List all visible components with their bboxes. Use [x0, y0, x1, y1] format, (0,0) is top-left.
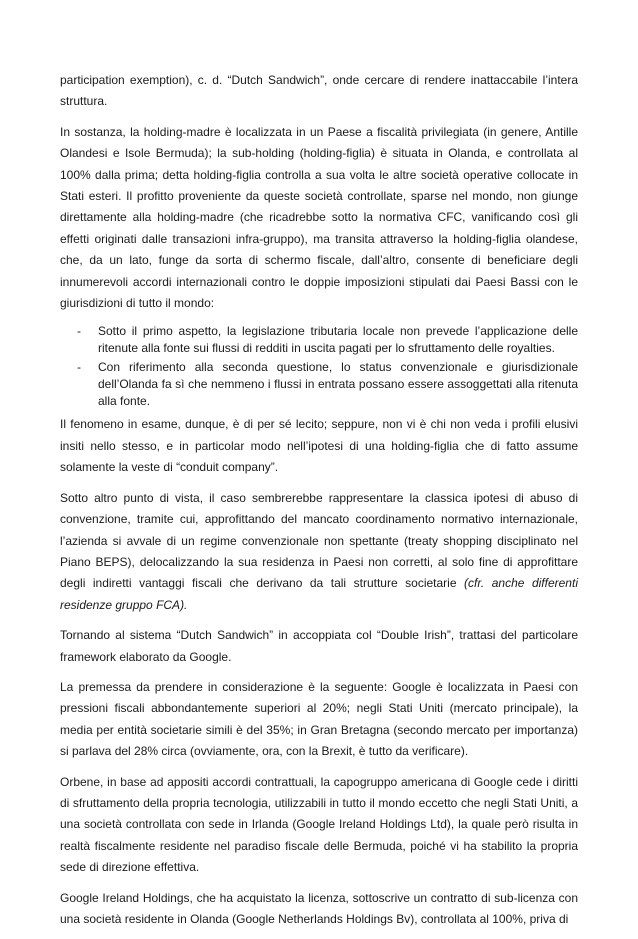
paragraph-3: Il fenomeno in esame, dunque, è di per sé lecito; seppure, non vi è chi non veda i profili elusivi insiti nello stesso, e in particolar modo nell’ipotesi di una holding-figlia che di fatto assume solamente la veste di “conduit company”. — [60, 417, 578, 475]
paragraph-4 — [60, 488, 578, 616]
bullet-dash: - — [77, 360, 81, 375]
bullet-list — [60, 323, 578, 410]
paragraph-5: Tornando al sistema “Dutch Sandwich” in accoppiata col “Double Irish”, trattasi del particolare framework elaborato da Google. — [60, 628, 578, 664]
paragraph-2: In sostanza, la holding-madre è localizzata in un Paese a fiscalità privilegiata (in genere, Antille Olandesi e Isole Bermuda); la sub-holding (holding-figlia) è situata in Olanda, e controllata al 100% dalla prima; detta holding-figlia controlla a sua volta le altre società operative collocate in Stati esteri. Il profitto proveniente da queste società controllate, sparse nel mondo, non giunge direttamente alla holding-madre (che ricadrebbe sotto la normativa CFC, vanificando così gli effetti originati dalle transazioni infra-gruppo), ma transita attraverso la holding-figlia olandese, che, da un lato, funge da sorta di schermo fiscale, dall’altro, consente di beneficiare degli innumerevoli accordi internazionali contro le doppie imposizioni stipulati dai Paesi Bassi con le giurisdizioni di tutto il mondo: — [60, 124, 578, 311]
paragraph-8: Google Ireland Holdings, che ha acquistato la licenza, sottoscrive un contratto di sub-licenza con una società residente in Olanda (Google Netherlands Holdings Bv), controllata al 100%, priva di — [60, 890, 578, 926]
paragraph-4-italic-note: (cfr. anche differenti residenze gruppo FCA). — [60, 576, 578, 612]
list-item-text: Sotto il primo aspetto, la legislazione tributaria locale non prevede l’applicazione delle ritenute alla fonte sui flussi di redditi in uscita pagati per lo sfruttamento delle royalties. — [98, 324, 578, 356]
paragraph-1: participation exemption), c. d. “Dutch Sandwich”, onde cercare di rendere inattaccabile l’intera struttura. — [60, 73, 578, 109]
list-item — [60, 323, 578, 357]
list-item-text: Con riferimento alla seconda questione, lo status convenzionale e giurisdizionale dell’Olanda fa sì che nemmeno i flussi in entrata possano essere assoggettati alla ritenuta alla fonte. — [98, 360, 578, 409]
list-item — [60, 359, 578, 410]
paragraph-6: La premessa da prendere in considerazione è la seguente: Google è localizzata in Paesi con pressioni fiscali abbondantemente superiori al 20%; negli Stati Uniti (mercato principale), la media per entità societarie simili è del 35%; in Gran Bretagna (secondo mercato per importanza) si parlava del 28% circa (ovviamente, ora, con la Brexit, è tutto da verificare). — [60, 679, 578, 759]
paragraph-7: Orbene, in base ad appositi accordi contrattuali, la capogruppo americana di Google cede i diritti di sfruttamento della propria tecnologia, utilizzabili in tutto il mondo eccetto che negli Stati Uniti, a una società controllata con sede in Irlanda (Google Ireland Holdings Ltd), la quale però risulta in realtà fiscalmente residente nel paradiso fiscale delle Bermuda, poiché vi ha stabilito la propria sede di direzione effettiva. — [60, 774, 578, 875]
bullet-dash: - — [77, 324, 81, 339]
document-page — [60, 70, 578, 939]
paragraph-4-text: Sotto altro punto di vista, il caso sembrerebbe rappresentare la classica ipotesi di abuso di convenzione, tramite cui, approfittando del mancato coordinamento normativo internazionale, l’azienda si avvale di un regime convenzionale non spettante (treaty shopping disciplinato nel Piano BEPS), delocalizzando la sua residenza in Paesi non corretti, al solo fine di approfittare degli indiretti vantaggi fiscali che derivano da tali strutture societarie — [60, 490, 578, 591]
